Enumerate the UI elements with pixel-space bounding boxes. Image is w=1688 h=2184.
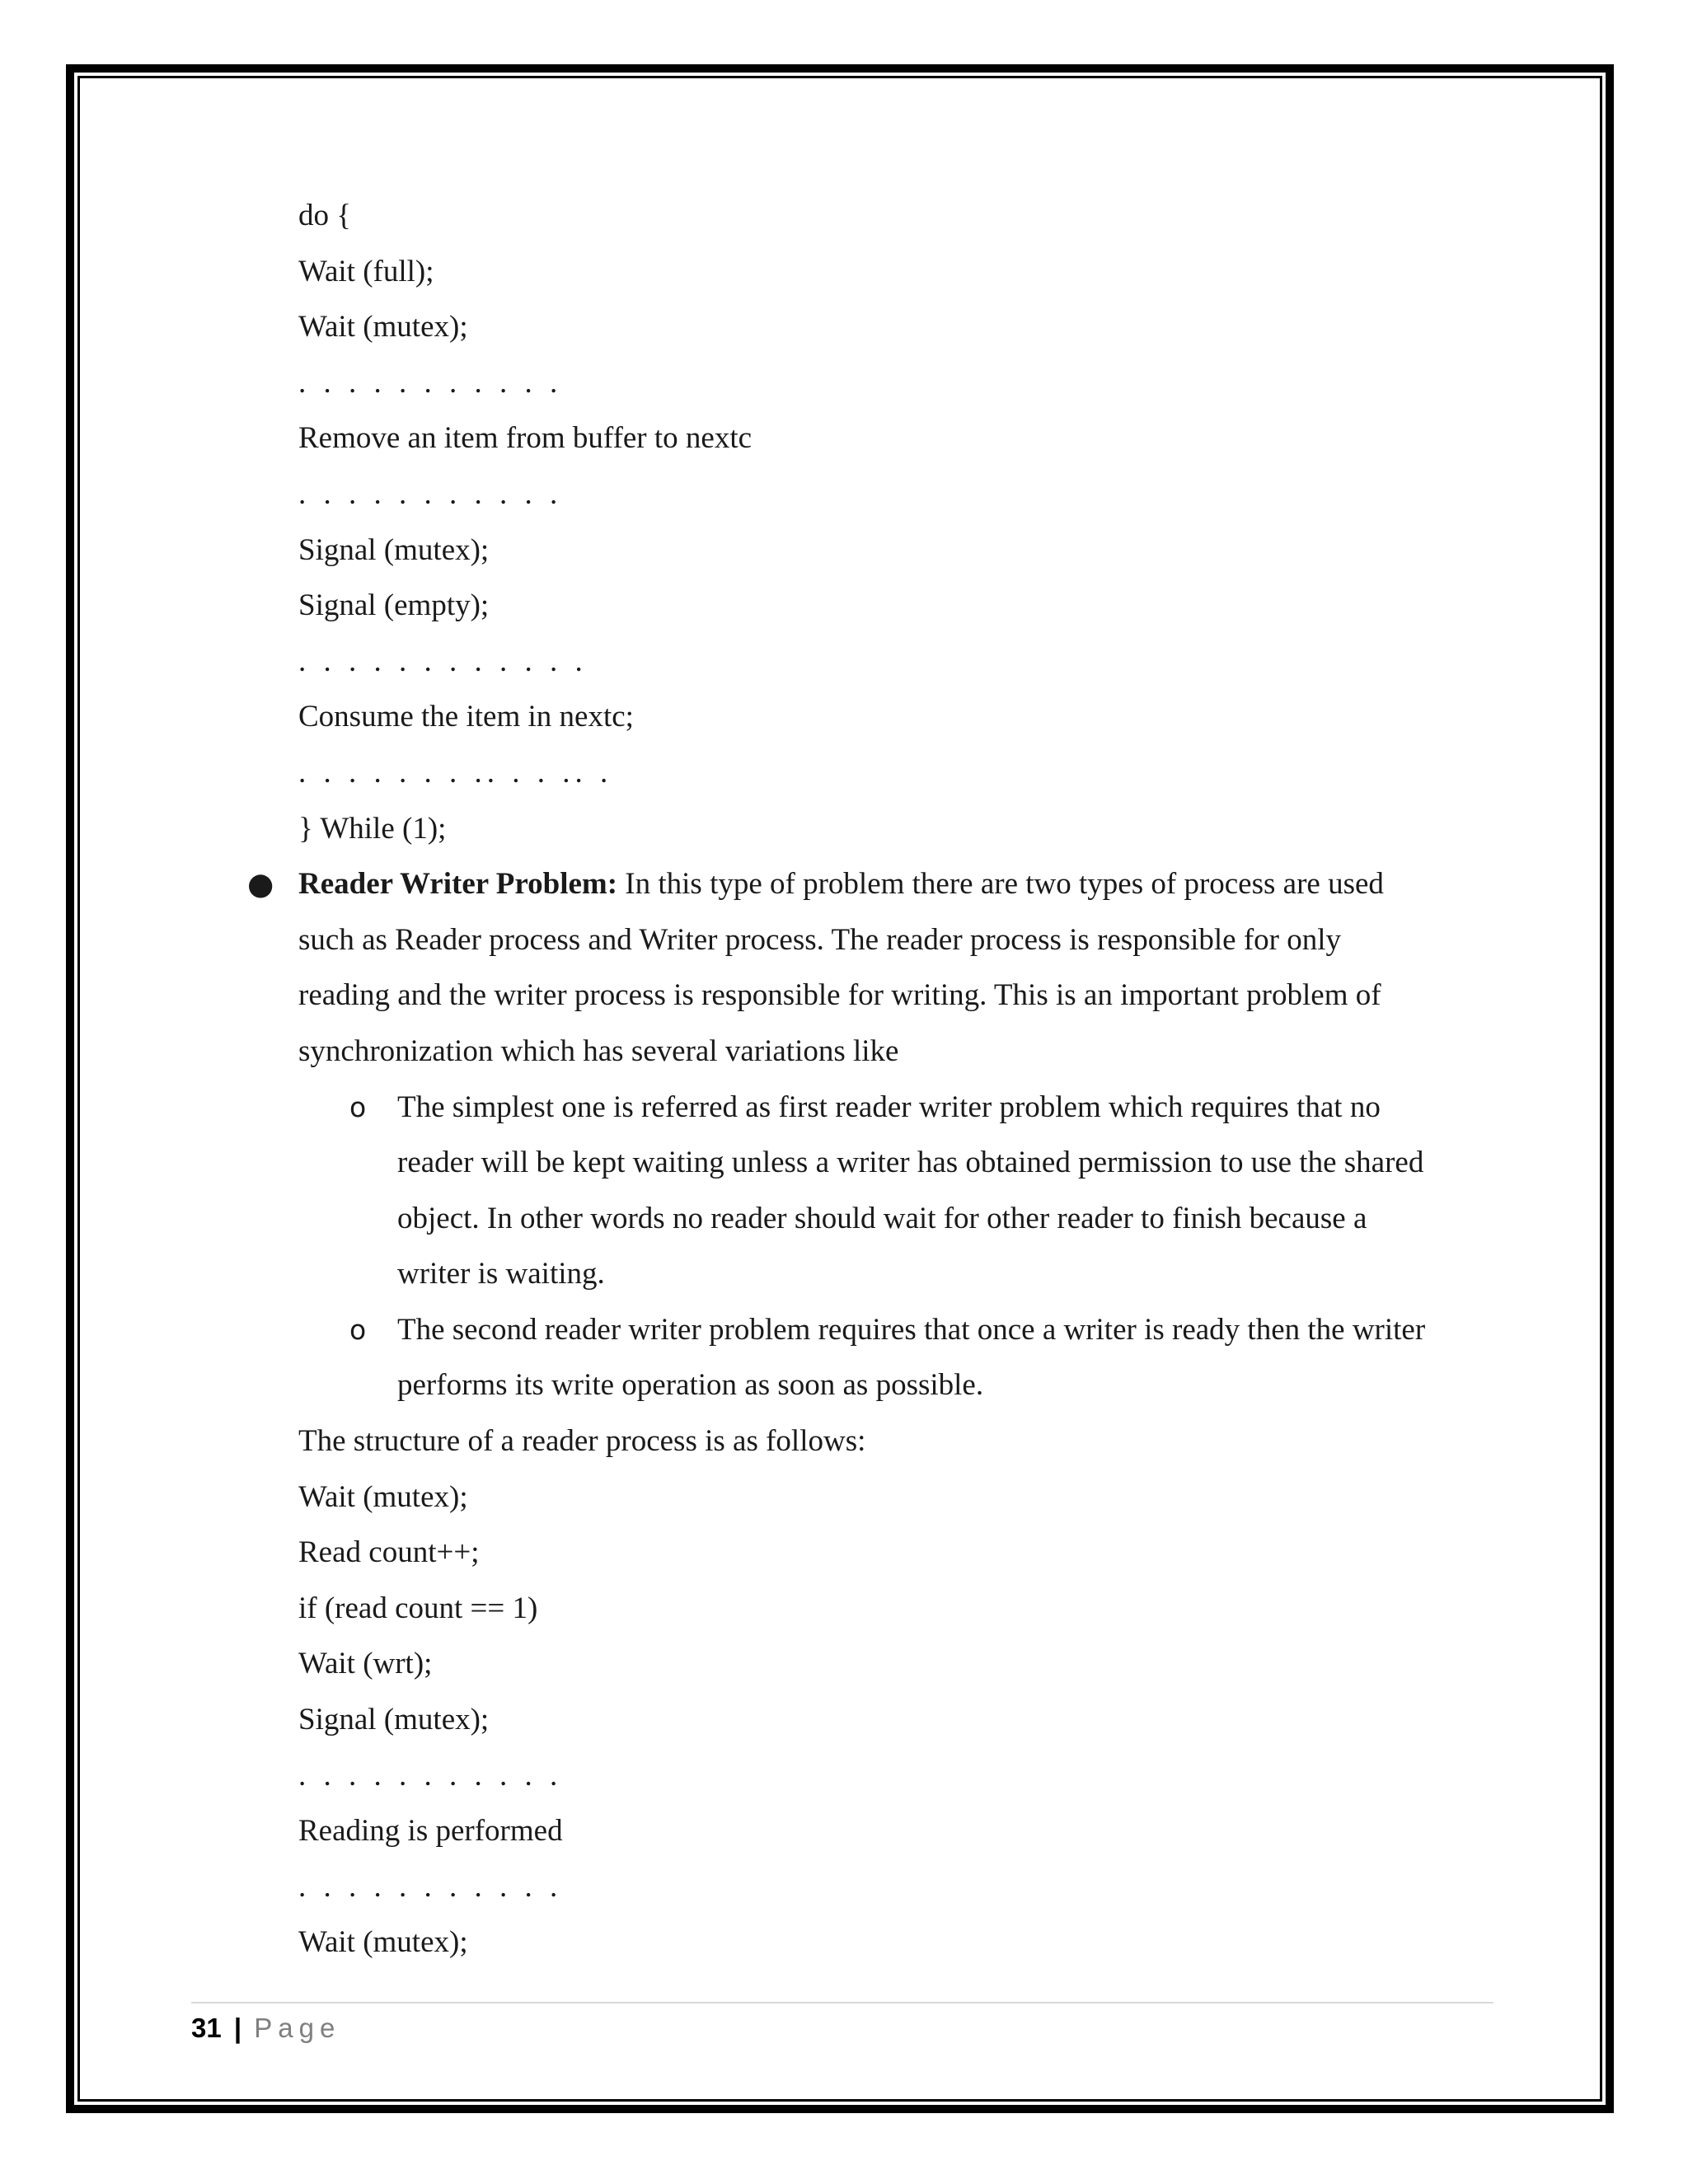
footer-divider (191, 2002, 1493, 2004)
code-line: } While (1); (298, 811, 447, 846)
code-line: Remove an item from buffer to nextc (298, 421, 753, 456)
sub-item-line: writer is waiting. (397, 1257, 605, 1291)
ellipsis-line: . . . . . . . .. . . .. . (298, 755, 613, 790)
ellipsis-line: . . . . . . . . . . . (298, 476, 563, 511)
sub-item-first-problem (298, 1080, 1485, 1302)
code-line: Wait (mutex); (298, 1925, 468, 1960)
section-intro: The structure of a reader process is as follows: (298, 1424, 866, 1459)
code-line: Signal (mutex); (298, 532, 490, 567)
code-line: Reading is performed (298, 1814, 563, 1849)
page-content (247, 188, 1485, 1971)
bullet-heading: Reader Writer Problem: (298, 867, 618, 902)
sub-item-line: reader will be kept waiting unless a writer has obtained permission to use the shared (397, 1146, 1424, 1180)
code-line: Read count++; (298, 1535, 480, 1570)
code-line: Wait (mutex); (298, 1479, 468, 1514)
bullet-line-first (298, 856, 1485, 912)
circle-bullet-icon: o (349, 1090, 367, 1123)
page-number: 31 (191, 2013, 222, 2043)
sub-item-line: performs its write operation as soon as possible. (397, 1368, 984, 1403)
page-footer (191, 2008, 340, 2049)
bullet-icon: ● (247, 866, 274, 902)
reader-writer-bullet (247, 856, 1485, 1413)
code-line: Consume the item in nextc; (298, 700, 634, 734)
bullet-line: reading and the writer process is responsible for writing. This is an important problem of (298, 978, 1381, 1013)
ellipsis-line: . . . . . . . . . . . (298, 1869, 563, 1904)
ellipsis-line: . . . . . . . . . . . (298, 365, 563, 400)
sub-item-line: The second reader writer problem requires that once a writer is ready then the writer (397, 1312, 1426, 1347)
ellipsis-line: . . . . . . . . . . . (298, 1758, 563, 1793)
consumer-code-block (298, 188, 1485, 856)
circle-bullet-icon: o (349, 1313, 367, 1346)
bullet-line: synchronization which has several variations like (298, 1033, 899, 1068)
reader-process-code-block (298, 1413, 1485, 1971)
code-line: Signal (empty); (298, 588, 490, 623)
code-line: Wait (full); (298, 254, 434, 288)
code-line: if (read count == 1) (298, 1591, 538, 1625)
page-label: Page (254, 2013, 341, 2043)
sub-item-line: The simplest one is referred as first reader writer problem which requires that no (397, 1090, 1381, 1124)
footer-separator: | (233, 2013, 242, 2043)
ellipsis-line: . . . . . . . . . . . . (298, 644, 588, 678)
code-line: do { (298, 199, 352, 232)
code-line: Signal (mutex); (298, 1703, 490, 1737)
sub-item-line: object. In other words no reader should wait for other reader to finish because a (397, 1201, 1367, 1235)
sub-item-second-problem (298, 1302, 1485, 1413)
bullet-line: such as Reader process and Writer process. The reader process is responsible for only (298, 922, 1342, 957)
bullet-text: In this type of problem there are two types of process are used (617, 867, 1384, 902)
code-line: Wait (wrt); (298, 1647, 433, 1681)
code-line: Wait (mutex); (298, 310, 468, 344)
